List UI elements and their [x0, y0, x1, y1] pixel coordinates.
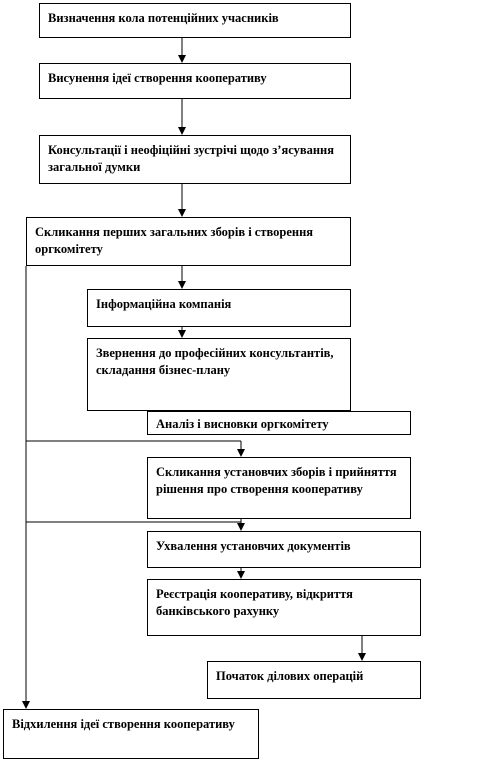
step-box-2 [39, 63, 351, 99]
step-text-11: Початок ділових операцій [216, 669, 364, 683]
step-text-8: Скликання установчих зборів і прийняття рішення про створення кооперативу [156, 465, 397, 496]
step-text-7: Аналіз і висновки оргкомітету [156, 417, 329, 431]
step-text-2: Висунення ідеї створення кооперативу [48, 71, 267, 85]
step-text-9: Ухвалення установчих документів [156, 539, 351, 553]
step-box-3 [39, 135, 351, 184]
step-text-4: Скликання перших загальних зборів і створення оргкомітету [35, 225, 314, 256]
step-box-7 [147, 411, 411, 435]
step-box-11 [207, 661, 421, 699]
step-box-5 [87, 289, 351, 327]
step-box-8 [147, 457, 411, 519]
step-box-9 [147, 531, 421, 568]
step-text-6: Звернення до професійних консультантів, складання бізнес-плану [96, 346, 334, 377]
step-text-5: Інформаційна компанія [96, 297, 232, 311]
step-text-1: Визначення кола потенційних учасників [48, 11, 279, 25]
step-text-12: Відхилення ідеї створення кооперативу [12, 717, 235, 731]
step-box-10 [147, 579, 421, 636]
step-box-4 [26, 217, 351, 266]
step-box-6 [87, 338, 351, 411]
step-box-12 [3, 709, 259, 759]
step-text-3: Консультації і неофіційні зустрічі щодо з’ясування загальної думки [48, 143, 335, 174]
step-text-10: Реєстрація кооперативу, відкриття банківського рахунку [156, 587, 353, 618]
step-box-1 [39, 3, 351, 38]
